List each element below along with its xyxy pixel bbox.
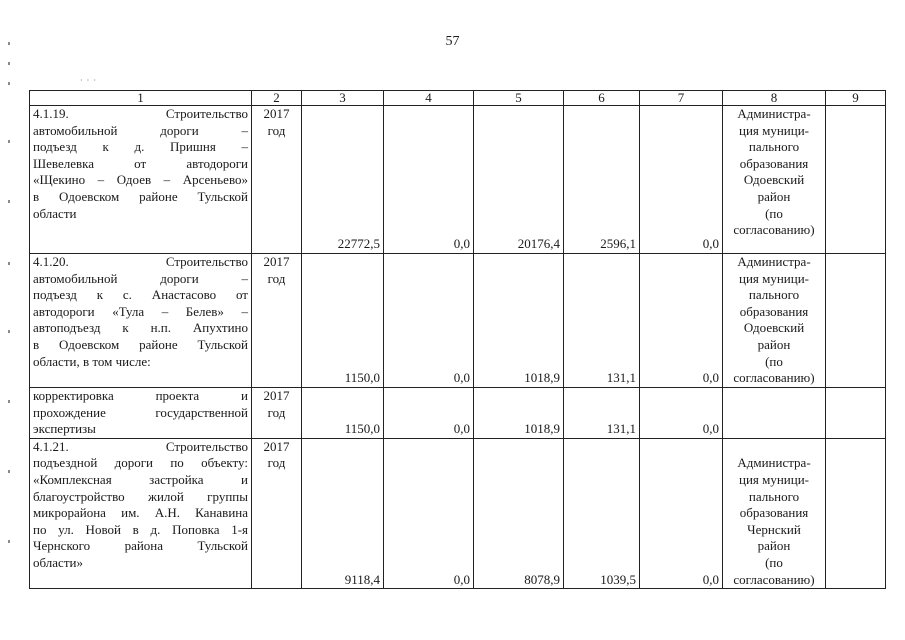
- responsible-line: район: [757, 188, 791, 204]
- note-cell: [826, 438, 886, 588]
- col-number-7: 7: [640, 91, 723, 106]
- col-number-6: 6: [564, 91, 640, 106]
- responsible-cell: [723, 106, 826, 254]
- description-line: в Одоевском районе Тульской: [33, 336, 248, 352]
- responsible-line: Одоевский: [743, 320, 805, 336]
- year-text: 2017: [263, 438, 290, 454]
- responsible-line: Чернский: [747, 521, 801, 537]
- col-number-2: 2: [252, 91, 302, 106]
- amount-cell-c4: 0,0: [384, 438, 474, 588]
- amount-cell-c3: 22772,5: [302, 106, 384, 254]
- year-cell: [252, 254, 302, 388]
- amount-cell-c5: 20176,4: [474, 106, 564, 254]
- responsible-line: пального: [748, 488, 800, 504]
- amount-cell-c4: 0,0: [384, 254, 474, 388]
- description-line: области: [33, 205, 77, 221]
- program-table: [29, 90, 886, 589]
- amount-cell-c3: 1150,0: [302, 388, 384, 439]
- responsible-line: пального: [748, 139, 800, 155]
- responsible-cell: [723, 438, 826, 588]
- responsible-line: ция муници-: [738, 471, 810, 487]
- year-text: 2017: [263, 106, 290, 121]
- col-number-5: 5: [474, 91, 564, 106]
- amount-cell-c7: 0,0: [640, 438, 723, 588]
- description-cell: [30, 438, 252, 588]
- responsible-line: (по: [765, 205, 783, 221]
- description-line: Чернского района Тульской: [33, 538, 248, 554]
- description-cell: [30, 254, 252, 388]
- responsible-line: Администра-: [737, 106, 811, 121]
- amount-cell-c6: 131,1: [564, 254, 640, 388]
- description-line: корректировка проекта и: [33, 388, 248, 403]
- description-line: области»: [33, 554, 83, 570]
- description-line: автомобильной дороги –: [33, 122, 248, 138]
- description-line: автоподъезд к н.п. Апухтино: [33, 320, 248, 336]
- responsible-line: пального: [748, 287, 800, 303]
- responsible-line: образования: [739, 505, 809, 521]
- year-text: год: [267, 122, 286, 138]
- responsible-line: район: [757, 336, 791, 352]
- responsible-line: согласованию): [733, 222, 815, 238]
- description-line: 4.1.20. Строительство: [33, 254, 248, 269]
- description-cell: [30, 388, 252, 439]
- amount-cell-c3: 9118,4: [302, 438, 384, 588]
- col-number-9: 9: [826, 91, 886, 106]
- responsible-line: образования: [739, 303, 809, 319]
- note-cell: [826, 254, 886, 388]
- description-line: экспертизы: [33, 421, 96, 437]
- responsible-line: ция муници-: [738, 122, 810, 138]
- responsible-cell: [723, 254, 826, 388]
- table-row: [30, 254, 886, 388]
- amount-cell-c7: 0,0: [640, 388, 723, 439]
- table-row: [30, 388, 886, 439]
- scan-artifact: · · ·: [80, 76, 97, 85]
- year-text: год: [267, 270, 286, 286]
- responsible-line: Одоевский: [743, 172, 805, 188]
- responsible-line: Администра-: [737, 254, 811, 269]
- year-text: год: [267, 404, 286, 420]
- year-cell: [252, 106, 302, 254]
- responsible-line: (по: [765, 353, 783, 369]
- column-number-row: [30, 91, 886, 106]
- description-line: микрорайона им. А.Н. Канавина: [33, 505, 248, 521]
- description-line: 4.1.19. Строительство: [33, 106, 248, 121]
- responsible-line: согласованию): [733, 571, 815, 587]
- responsible-line: согласованию): [733, 370, 815, 386]
- year-text: год: [267, 455, 286, 471]
- year-cell: [252, 388, 302, 439]
- description-line: по ул. Новой в д. Поповка 1-я: [33, 521, 248, 537]
- responsible-line: ция муници-: [738, 270, 810, 286]
- col-number-1: 1: [30, 91, 252, 106]
- responsible-line: [726, 439, 822, 456]
- responsible-line: образования: [739, 155, 809, 171]
- description-line: в Одоевском районе Тульской: [33, 188, 248, 204]
- description-line: «Комплексная застройка и: [33, 471, 248, 487]
- amount-cell-c3: 1150,0: [302, 254, 384, 388]
- amount-cell-c5: 1018,9: [474, 388, 564, 439]
- page-number: 57: [445, 34, 460, 49]
- amount-cell-c6: 131,1: [564, 388, 640, 439]
- responsible-line: (по: [765, 554, 783, 570]
- amount-cell-c5: 8078,9: [474, 438, 564, 588]
- amount-cell-c5: 1018,9: [474, 254, 564, 388]
- amount-cell-c4: 0,0: [384, 106, 474, 254]
- note-cell: [826, 388, 886, 439]
- amount-cell-c7: 0,0: [640, 254, 723, 388]
- table-row: [30, 106, 886, 254]
- description-line: прохождение государственной: [33, 404, 248, 420]
- description-line: подъездной дороги по объекту:: [33, 455, 248, 471]
- description-line: подъезд к д. Пришня –: [33, 139, 248, 155]
- description-line: 4.1.21. Строительство: [33, 438, 248, 454]
- description-line: Шевелевка от автодороги: [33, 155, 248, 171]
- responsible-line: Администра-: [737, 455, 811, 471]
- col-number-4: 4: [384, 91, 474, 106]
- description-line: автодороги «Тула – Белев» –: [33, 303, 248, 319]
- description-line: области, в том числе:: [33, 353, 151, 369]
- description-line: автомобильной дороги –: [33, 270, 248, 286]
- description-line: подъезд к с. Анастасово от: [33, 287, 248, 303]
- table-row: [30, 438, 886, 588]
- responsible-line: район: [757, 538, 791, 554]
- amount-cell-c4: 0,0: [384, 388, 474, 439]
- amount-cell-c6: 1039,5: [564, 438, 640, 588]
- note-cell: [826, 106, 886, 254]
- col-number-3: 3: [302, 91, 384, 106]
- responsible-cell: [723, 388, 826, 439]
- col-number-8: 8: [723, 91, 826, 106]
- description-cell: [30, 106, 252, 254]
- amount-cell-c7: 0,0: [640, 106, 723, 254]
- amount-cell-c6: 2596,1: [564, 106, 640, 254]
- year-cell: [252, 438, 302, 588]
- year-text: 2017: [263, 254, 290, 269]
- description-line: «Щекино – Одоев – Арсеньево»: [33, 172, 248, 188]
- year-text: 2017: [263, 388, 290, 403]
- scan-margin-marks: [8, 0, 12, 640]
- description-line: благоустройство жилой группы: [33, 488, 248, 504]
